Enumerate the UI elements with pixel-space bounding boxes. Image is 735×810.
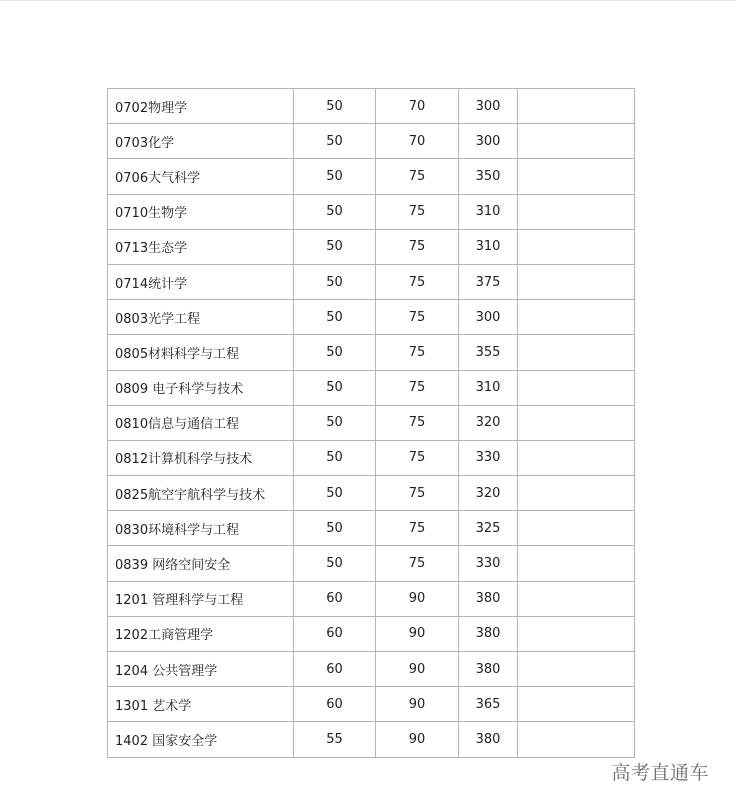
table-row [108,89,635,124]
table-row [108,335,635,370]
empty-cell [518,405,635,440]
score-cell-1: 55 [294,722,376,757]
score-cell-3: 310 [459,370,518,405]
empty-cell [518,89,635,124]
table-row [108,300,635,335]
score-cell-2: 75 [376,194,459,229]
table-row [108,581,635,616]
score-cell-2: 90 [376,652,459,687]
watermark: 高考直通车 [611,762,709,784]
score-cell-1: 60 [294,652,376,687]
score-cell-3: 300 [459,89,518,124]
score-cell-2: 75 [376,370,459,405]
score-cell-2: 75 [376,229,459,264]
score-cell-3: 380 [459,616,518,651]
empty-cell [518,722,635,757]
score-cell-3: 355 [459,335,518,370]
empty-cell [518,687,635,722]
score-cell-1: 50 [294,476,376,511]
score-cell-3: 330 [459,440,518,475]
score-cell-2: 75 [376,440,459,475]
score-cell-3: 365 [459,687,518,722]
score-cell-1: 50 [294,335,376,370]
empty-cell [518,335,635,370]
score-cell-3: 350 [459,159,518,194]
empty-cell [518,264,635,299]
score-cell-1: 50 [294,405,376,440]
page-top-border [0,0,735,1]
major-cell: 0825航空宇航科学与技术 [108,476,294,511]
empty-cell [518,546,635,581]
score-cell-2: 90 [376,616,459,651]
major-cell: 0703化学 [108,124,294,159]
major-cell: 1301 艺术学 [108,687,294,722]
score-cell-3: 325 [459,511,518,546]
score-cell-2: 75 [376,335,459,370]
major-cell: 0812计算机科学与技术 [108,440,294,475]
score-cell-2: 75 [376,159,459,194]
score-cell-3: 380 [459,652,518,687]
table-row [108,370,635,405]
table-row [108,687,635,722]
score-cell-3: 375 [459,264,518,299]
score-cell-1: 60 [294,616,376,651]
major-cell: 0702物理学 [108,89,294,124]
major-cell: 0830环境科学与工程 [108,511,294,546]
score-cell-1: 50 [294,264,376,299]
table-row [108,264,635,299]
major-cell: 0714统计学 [108,264,294,299]
major-cell: 1201 管理科学与工程 [108,581,294,616]
score-cell-2: 75 [376,546,459,581]
score-cell-1: 50 [294,546,376,581]
major-cell: 0713生态学 [108,229,294,264]
major-cell: 0809 电子科学与技术 [108,370,294,405]
empty-cell [518,229,635,264]
score-cell-3: 330 [459,546,518,581]
major-cell: 0706大气科学 [108,159,294,194]
score-cell-1: 50 [294,124,376,159]
empty-cell [518,511,635,546]
table-row [108,159,635,194]
major-cell: 0810信息与通信工程 [108,405,294,440]
major-cell: 1204 公共管理学 [108,652,294,687]
score-cell-1: 50 [294,159,376,194]
major-cell: 1402 国家安全学 [108,722,294,757]
score-cell-3: 380 [459,581,518,616]
score-cell-1: 50 [294,440,376,475]
empty-cell [518,476,635,511]
table-row [108,440,635,475]
major-cell: 0839 网络空间安全 [108,546,294,581]
empty-cell [518,581,635,616]
score-table-body [108,89,635,758]
empty-cell [518,159,635,194]
table-row [108,722,635,757]
score-cell-1: 60 [294,581,376,616]
score-cell-3: 300 [459,300,518,335]
score-cell-1: 50 [294,194,376,229]
table-row [108,405,635,440]
table-row [108,616,635,651]
score-cell-2: 75 [376,405,459,440]
score-cell-1: 50 [294,229,376,264]
empty-cell [518,124,635,159]
table-row [108,124,635,159]
score-cell-3: 380 [459,722,518,757]
major-cell: 0803光学工程 [108,300,294,335]
score-cell-2: 70 [376,89,459,124]
table-row [108,476,635,511]
empty-cell [518,652,635,687]
score-cell-2: 75 [376,264,459,299]
table-row [108,194,635,229]
score-cell-3: 300 [459,124,518,159]
table-row [108,652,635,687]
score-cell-2: 75 [376,511,459,546]
major-cell: 0710生物学 [108,194,294,229]
score-cell-1: 50 [294,89,376,124]
score-cell-3: 320 [459,476,518,511]
score-table [107,88,635,758]
empty-cell [518,300,635,335]
score-cell-2: 90 [376,722,459,757]
empty-cell [518,370,635,405]
score-cell-1: 50 [294,370,376,405]
table-row [108,511,635,546]
score-cell-1: 50 [294,300,376,335]
score-cell-1: 50 [294,511,376,546]
major-cell: 0805材料科学与工程 [108,335,294,370]
score-cell-3: 310 [459,194,518,229]
empty-cell [518,194,635,229]
score-cell-3: 310 [459,229,518,264]
major-cell: 1202工商管理学 [108,616,294,651]
score-cell-3: 320 [459,405,518,440]
empty-cell [518,616,635,651]
score-cell-1: 60 [294,687,376,722]
score-cell-2: 90 [376,581,459,616]
table-row [108,546,635,581]
empty-cell [518,440,635,475]
score-cell-2: 75 [376,300,459,335]
score-cell-2: 70 [376,124,459,159]
score-cell-2: 75 [376,476,459,511]
table-row [108,229,635,264]
score-cell-2: 90 [376,687,459,722]
